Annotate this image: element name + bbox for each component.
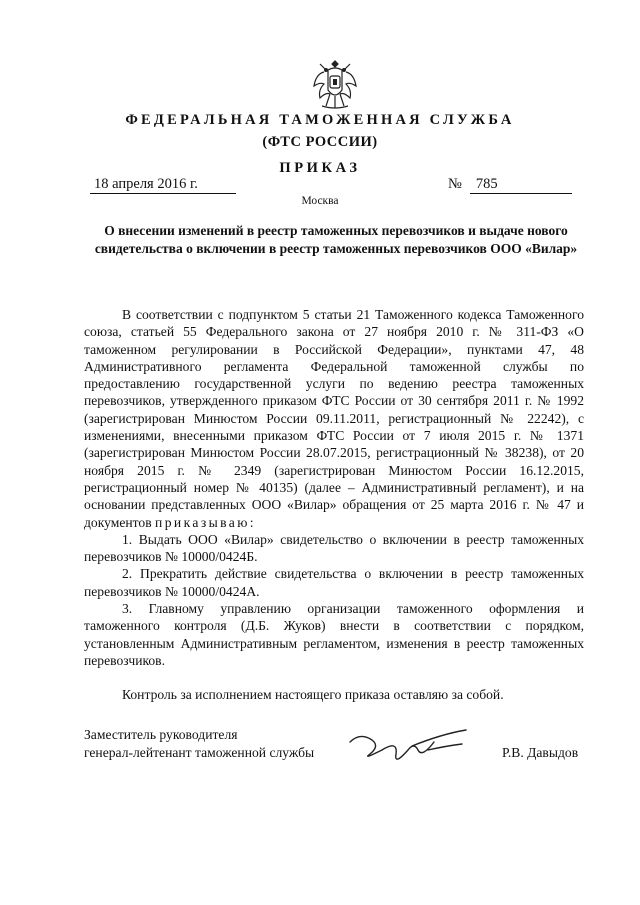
signature-block — [84, 720, 584, 770]
order-word: приказываю: — [155, 514, 256, 530]
signatory-name: Р.В. Давыдов — [502, 745, 579, 760]
agency-name: ФЕДЕРАЛЬНАЯ ТАМОЖЕННАЯ СЛУЖБА — [125, 112, 515, 128]
intro-text: В соответствии с подпунктом 5 статьи 21 Таможенного кодекса Таможенного союза, статьей 55 Федерального закона от 27 ноября 2010 г. № 311-ФЗ «О таможенном регулировании в Российской Федерации», пунктами 47, 48 Административного регламента Федеральной таможенной службы по предоставлению государственной услуги по ведению реестра таможенных перевозчиков, утвержденного приказом ФТС России от 30 сентября 2011 г. № 1992 (зарегистрирован Минюстом России 09.11.2011, регистрационный № 22242), с изменениями, внесенными приказом ФТС России от 7 июля 2015 г. № 1371 (зарегистрирован Минюстом России 28.07.2015, регистрационный № 38238), от 20 ноября 2015 г. № 2349 (зарегистрирован Минюстом России 16.12.2015, регистрационный номер № 40135) (далее – Административный регламент), и на основании представленных ООО «Вилар» обращения от 25 марта 2016 г. № 47 и документов — [84, 307, 584, 530]
city: Москва — [301, 195, 339, 207]
order-item: 2. Прекратить действие свидетельства о включении в реестр таможенных перевозчиков № 10000/0424А. — [84, 566, 584, 599]
number-label: № — [448, 176, 462, 192]
order-body — [84, 306, 584, 704]
handwritten-signature — [342, 720, 472, 770]
order-number: 785 — [470, 176, 572, 194]
control-paragraph: Контроль за исполнением настоящего приказа оставляю за собой. — [122, 687, 504, 703]
signatory-role-line-1: Заместитель руководителя — [84, 727, 238, 742]
document-type: ПРИКАЗ — [279, 160, 361, 176]
order-item: 3. Главному управлению организации таможенного оформления и таможенного контроля (Д.Б. Жуков) внести в соответствии с порядком, установленным Административным регламентом, изменения в реестр таможенных перевозчиков. — [84, 601, 584, 668]
russian-coat-of-arms-icon — [310, 60, 360, 112]
order-title: О внесении изменений в реестр таможенных перевозчиков и выдаче нового свидетельства о включении в реестр таможенных перевозчиков ООО «Вилар» — [94, 223, 578, 256]
agency-short-name: (ФТС РОССИИ) — [262, 134, 378, 150]
intro-paragraph — [84, 306, 584, 531]
order-item: 1. Выдать ООО «Вилар» свидетельство о включении в реестр таможенных перевозчиков № 10000/0424Б. — [84, 531, 584, 565]
order-number-field — [448, 176, 586, 194]
order-date: 18 апреля 2016 г. — [90, 176, 236, 194]
signatory-role-line-2: генерал-лейтенант таможенной службы — [84, 745, 315, 760]
